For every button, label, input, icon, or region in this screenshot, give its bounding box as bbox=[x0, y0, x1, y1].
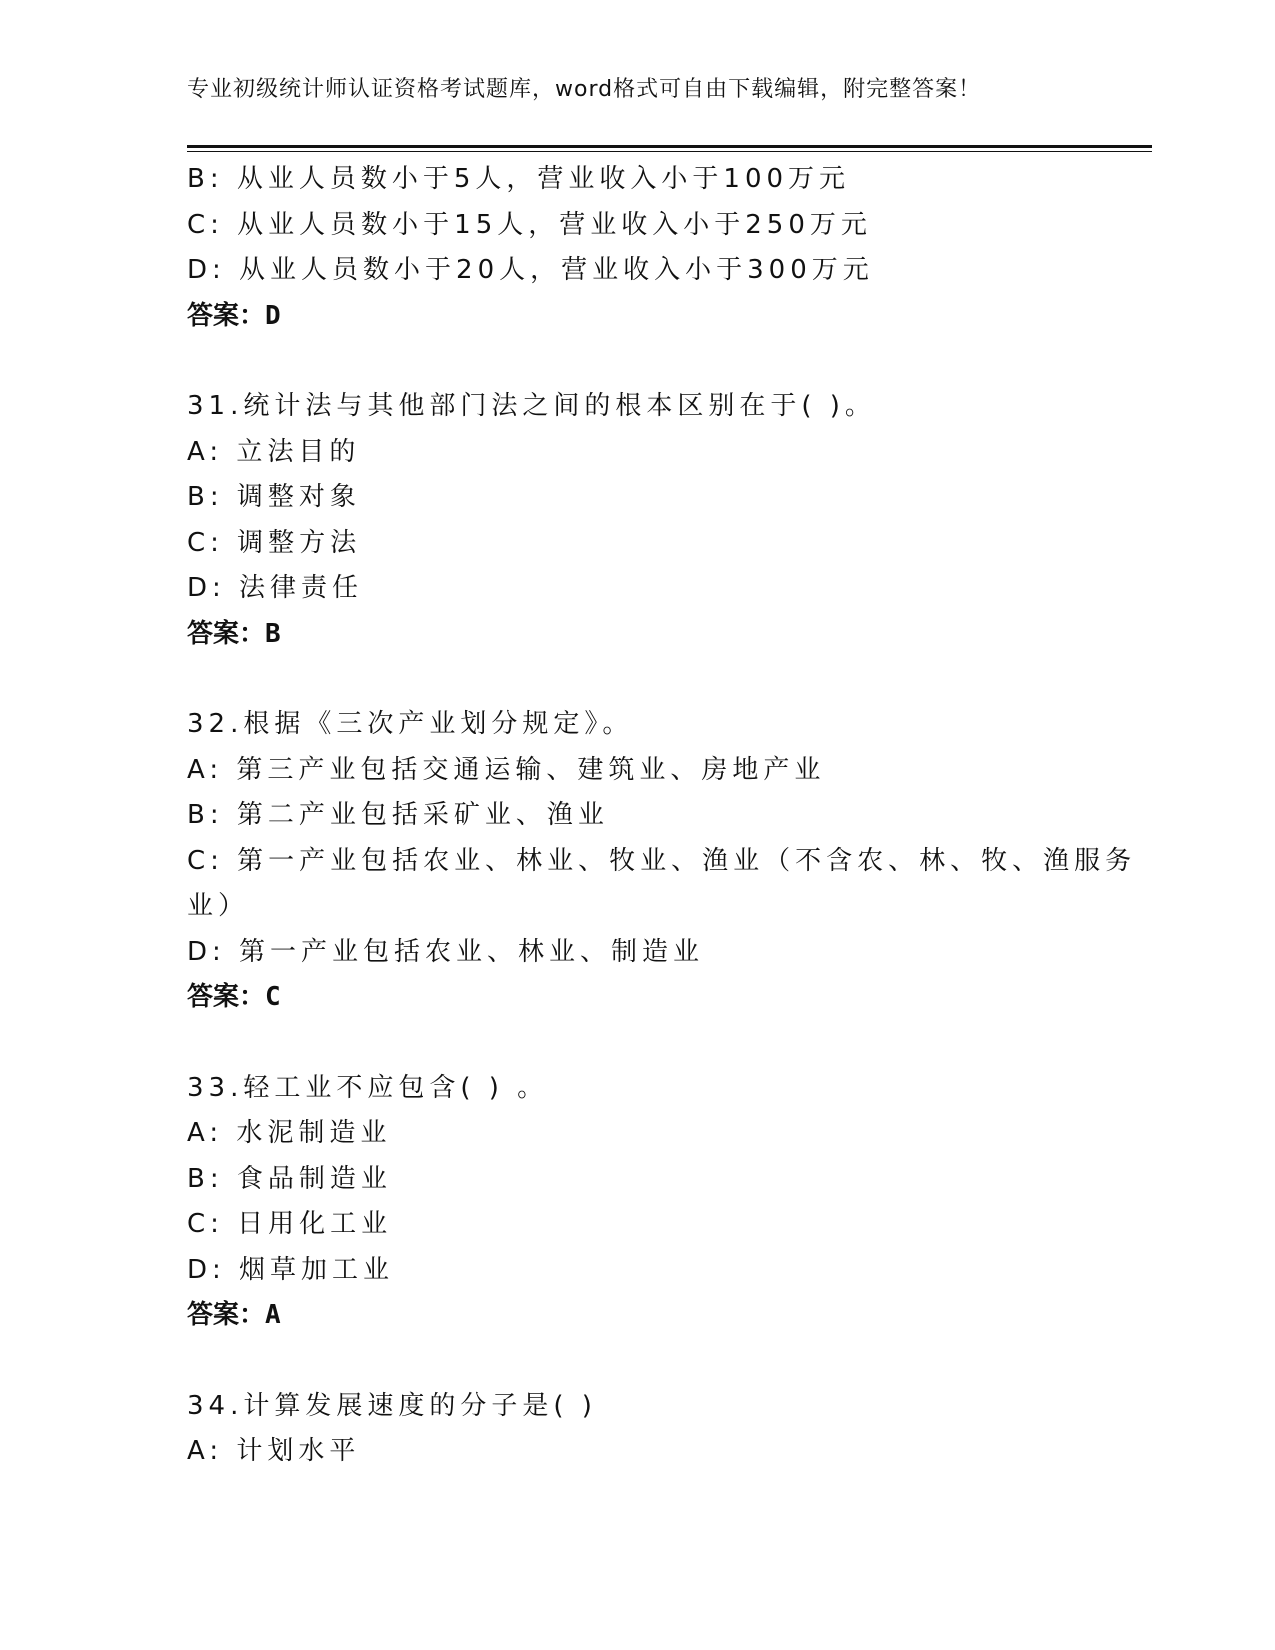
option-c: C: 日用化工业 bbox=[187, 1209, 393, 1239]
question-stem: 33.轻工业不应包含( ) 。 bbox=[187, 1072, 549, 1103]
spacer bbox=[187, 339, 1087, 384]
question-stem: 32.根据《三次产业划分规定》。 bbox=[187, 709, 634, 739]
spacer bbox=[187, 1021, 1087, 1066]
option-a: A: 第三产业包括交通运输、建筑业、房地产业 bbox=[187, 754, 826, 785]
spacer bbox=[187, 1339, 1087, 1384]
option-a: A: 立法目的 bbox=[187, 436, 361, 467]
question-32 bbox=[187, 702, 1137, 1021]
question-30-continuation bbox=[187, 157, 1087, 339]
option-d: D: 法律责任 bbox=[187, 573, 364, 603]
question-34 bbox=[187, 1384, 1087, 1475]
option-a: A: 水泥制造业 bbox=[187, 1118, 392, 1148]
document-body bbox=[187, 157, 1137, 1475]
option-c: C: 从业人员数小于15人，营业收入小于250万元 bbox=[187, 209, 872, 240]
header-rule-thin bbox=[187, 151, 1152, 152]
question-31 bbox=[187, 384, 1087, 657]
answer: 答案：B bbox=[187, 618, 281, 649]
option-d: D: 从业人员数小于20人，营业收入小于300万元 bbox=[187, 255, 874, 285]
answer: 答案：D bbox=[187, 300, 281, 331]
option-b: B: 食品制造业 bbox=[187, 1163, 392, 1194]
question-stem: 34.计算发展速度的分子是( ) bbox=[187, 1390, 597, 1421]
option-b: B: 第二产业包括采矿业、渔业 bbox=[187, 800, 609, 830]
answer: 答案：C bbox=[187, 982, 281, 1012]
option-b: B: 调整对象 bbox=[187, 482, 361, 512]
option-b: B: 从业人员数小于5人，营业收入小于100万元 bbox=[187, 164, 851, 194]
option-c: C: 调整方法 bbox=[187, 527, 362, 558]
option-d: D: 第一产业包括农业、林业、制造业 bbox=[187, 936, 705, 967]
option-d: D: 烟草加工业 bbox=[187, 1254, 395, 1285]
option-c-continued: 业） bbox=[187, 891, 250, 921]
header-rule-thick bbox=[187, 145, 1152, 148]
spacer bbox=[187, 657, 1087, 702]
option-a: A: 计划水平 bbox=[187, 1436, 361, 1466]
answer: 答案：A bbox=[187, 1300, 281, 1330]
question-stem: 31.统计法与其他部门法之间的根本区别在于( )。 bbox=[187, 391, 876, 421]
page-header: 专业初级统计师认证资格考试题库，word格式可自由下载编辑，附完整答案！ bbox=[187, 77, 982, 102]
question-33 bbox=[187, 1066, 1087, 1339]
option-c: C: 第一产业包括农业、林业、牧业、渔业（不含农、林、牧、渔服务 bbox=[187, 845, 1137, 876]
